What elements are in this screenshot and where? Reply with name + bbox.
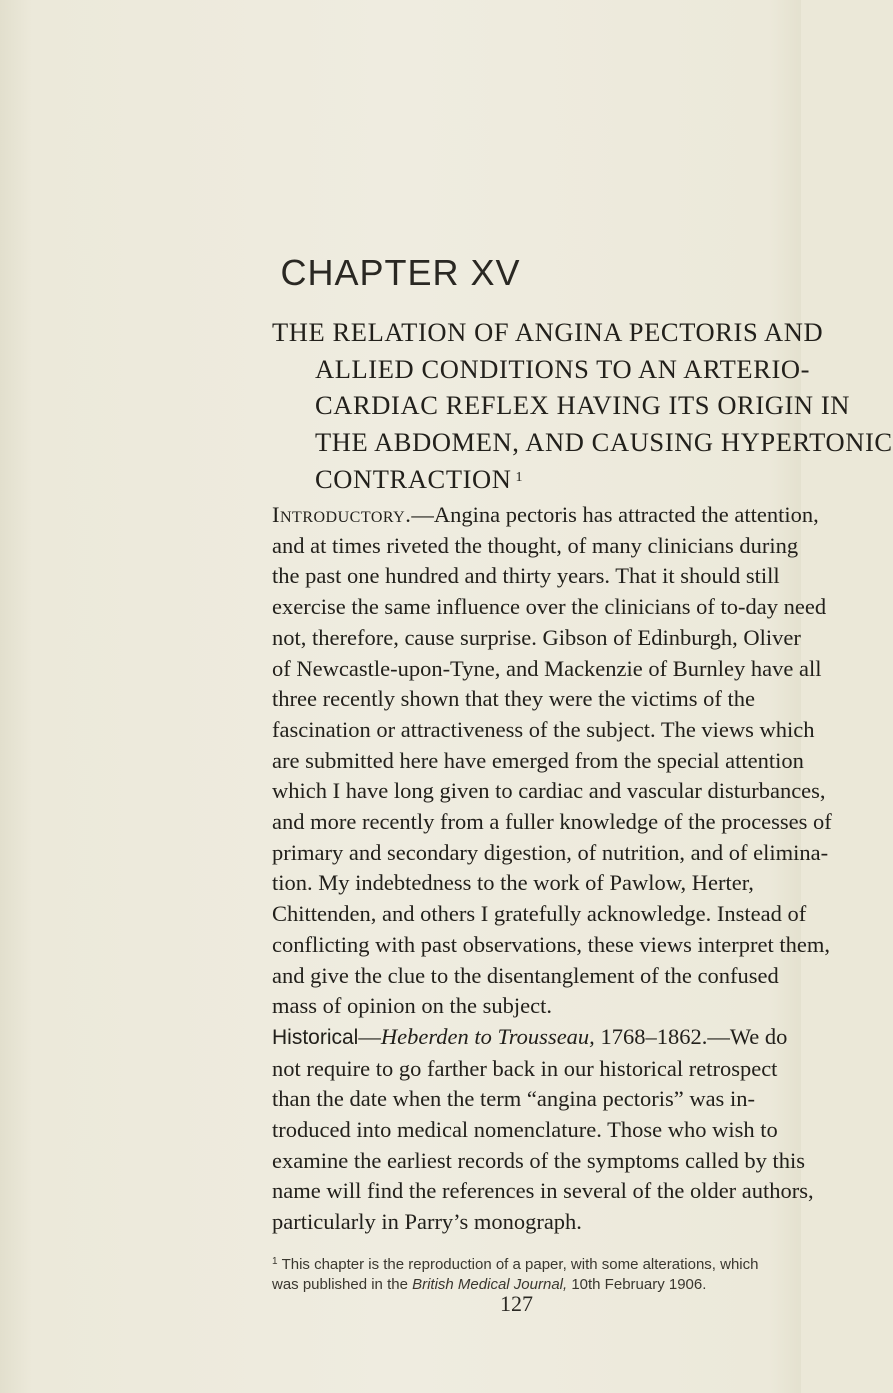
footnote-line [272, 1275, 802, 1295]
footnote-text: This chapter is the reproduction of a paper, with some alterations, which [281, 1256, 759, 1273]
title-line-last [272, 460, 772, 498]
page-number: 127 [500, 1291, 533, 1316]
historical-line: examine the earliest records of the symptoms called by this [272, 1147, 805, 1173]
historical-dash: — [358, 1023, 381, 1049]
intro-line: exercise the same influence over the clinicians of to-day need [272, 594, 827, 620]
intro-line: and give the clue to the disentanglement of the confused [272, 962, 779, 988]
intro-text: —Angina pectoris has attracted the attention, [411, 502, 819, 527]
intro-line: three recently shown that they were the victims of the [272, 686, 755, 712]
intro-line: tion. My indebtedness to the work of Pawlow, Herter, [272, 870, 754, 896]
footnote-mark: 1 [272, 1256, 278, 1267]
title-line: CARDIAC REFLEX HAVING ITS ORIGIN IN [315, 390, 851, 420]
intro-line: fascination or attractiveness of the subject. The views which [272, 716, 815, 742]
footnote-text: 10th February 1906. [567, 1276, 707, 1293]
historical-line: troduced into medical nomenclature. Those who wish to [272, 1117, 778, 1143]
footnote-text: was published in the [272, 1276, 413, 1293]
intro-line: conflicting with past observations, these views interpret them, [272, 931, 830, 957]
intro-line: not, therefore, cause surprise. Gibson of Edinburgh, Oliver [272, 624, 801, 650]
historical-line: particularly in Parry’s monograph. [272, 1209, 582, 1235]
historical-line: not require to go farther back in our historical retrospect [272, 1055, 778, 1081]
historical-text: —We do [707, 1023, 788, 1049]
title-line: CONTRACTION [315, 464, 512, 494]
historical-dates: 1768–1862. [600, 1023, 708, 1049]
intro-line: of Newcastle-upon-Tyne, and Mackenzie of Burnley have all [272, 655, 822, 681]
historical-line: than the date when the term “angina pectoris” was in- [272, 1086, 755, 1112]
historical-line: name will find the references in several of the older authors, [272, 1178, 814, 1204]
footnote [272, 1252, 802, 1295]
footnote-reference: 1 [515, 470, 524, 485]
title-line: THE ABDOMEN, AND CAUSING HYPERTONIC [315, 426, 893, 457]
chapter-heading: CHAPTER XV [280, 252, 521, 293]
main-text [272, 500, 832, 1238]
historical-period: Heberden to Trousseau, [380, 1023, 595, 1049]
historical-heading: Historical [272, 1025, 359, 1049]
intro-line: Chittenden, and others I gratefully acknowledge. Instead of [272, 901, 807, 927]
chapter-title [272, 314, 893, 498]
intro-line: the past one hundred and thirty years. That it should still [272, 563, 780, 589]
intro-heading: Introductory. [272, 502, 412, 527]
footnote-line [272, 1252, 802, 1275]
intro-line: are submitted here have emerged from the special attention [272, 747, 804, 773]
intro-line: which I have long given to cardiac and vascular disturbances, [272, 778, 826, 804]
intro-line: and at times riveted the thought, of many clinicians during [272, 532, 799, 558]
intro-line: primary and secondary digestion, of nutrition, and of elimina- [272, 839, 829, 865]
historical-line [272, 1022, 802, 1054]
journal-title: British Medical Journal, [412, 1276, 568, 1293]
intro-line: and more recently from a fuller knowledge of the processes of [272, 809, 832, 835]
title-line: THE RELATION OF ANGINA PECTORIS AND [272, 317, 824, 347]
title-line: ALLIED CONDITIONS TO AN ARTERIO- [315, 353, 811, 384]
intro-line: mass of opinion on the subject. [272, 993, 552, 1019]
intro-line [272, 500, 819, 531]
